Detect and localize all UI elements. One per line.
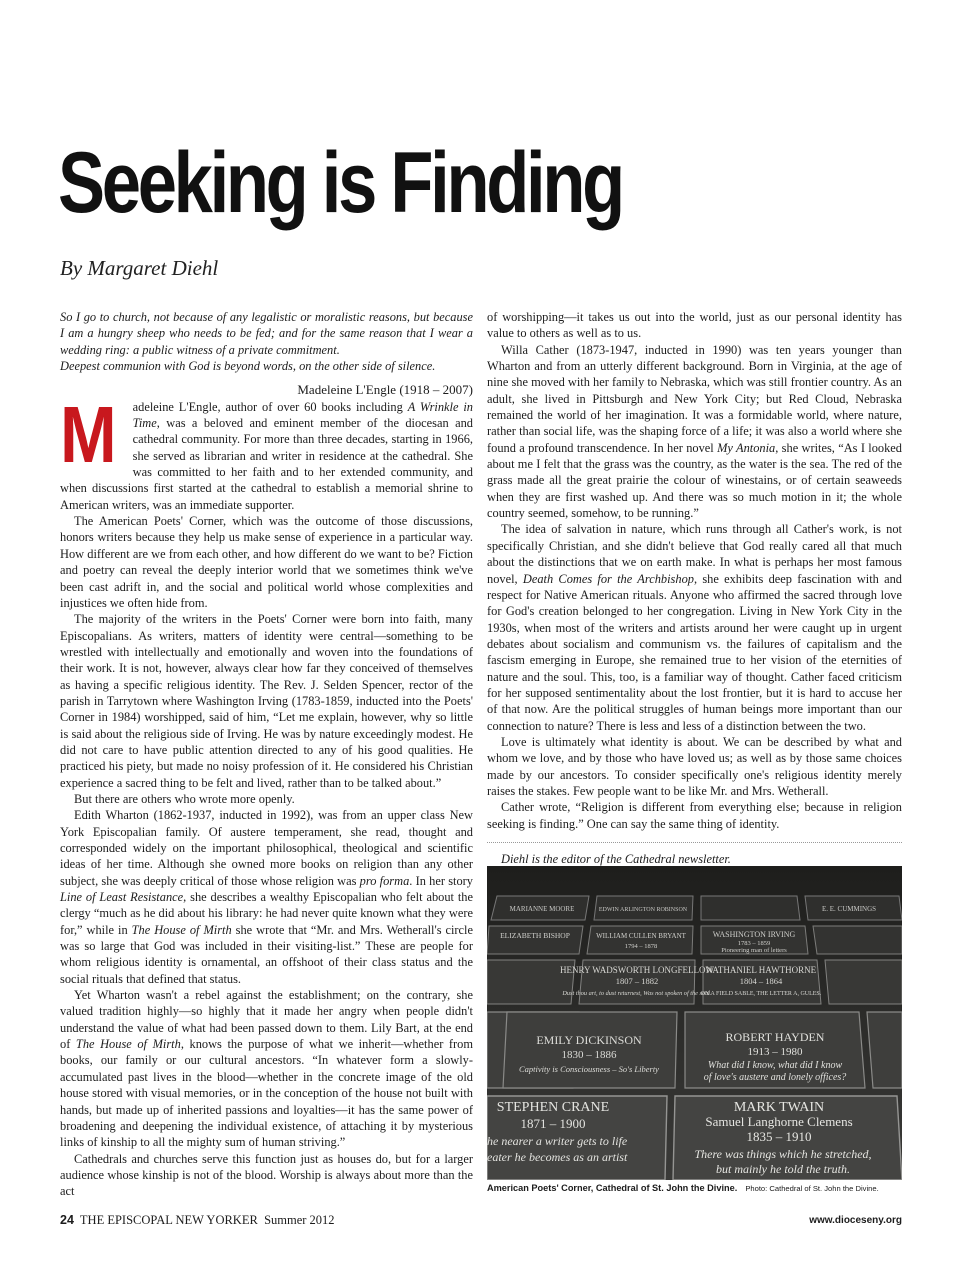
- stone-bryant-dates: 1794 – 1878: [624, 943, 658, 950]
- stone-moore: MARIANNE MOORE: [509, 905, 575, 913]
- stone-hayden: ROBERT HAYDEN: [725, 1030, 825, 1044]
- stone-twain-dates: 1835 – 1910: [746, 1129, 812, 1144]
- paragraph: Cather wrote, “Religion is different from everything else; because in religion seeking is finding.” One can say the same thing of identity.: [487, 800, 902, 831]
- paragraph: Yet Wharton wasn't a rebel against the establishment; on the contrary, she valued tradition highly—so highly that it made her angry when people didn't understand the value of what had been passed down to them. Lily Bart, at the end of The House of Mirth, knows the purpose of what we inherit—whether from books, our family or our cultural ancestors. “In whatever form a slowly-accumulated past lives in the blood—whether in the concrete image of the old house stored with visual memories, or in the conception of the house not built with hands, but made up of inherited passions and loyalties—it has the same power of broadening and deepening the individual existence, of attaching it by mysterious links of kinship to all the mighty sum of human striving.”: [60, 988, 474, 1150]
- divider: [487, 842, 902, 843]
- stone-twain-quote-2: but mainly he told the truth.: [716, 1162, 850, 1176]
- book-title: A Wrinkle in Time: [132, 399, 474, 431]
- stone-irving-quote: Pioneering man of letters: [721, 947, 787, 954]
- article-title: Seeking is Finding: [58, 135, 622, 231]
- stone-longfellow-quote: Dust thou art, to dust returnest, Was not spoken of the soul.: [562, 990, 712, 997]
- epigraph-quote-2: Deepest communion with God is beyond words, on the other side of silence.: [60, 359, 436, 374]
- stone-twain-quote-1: There was things which he stretched,: [694, 1147, 872, 1161]
- right-column: [487, 309, 902, 867]
- story-title: Line of Least Resistance: [60, 890, 184, 905]
- page-number: 24: [60, 1213, 74, 1227]
- issue-date: Summer 2012: [264, 1213, 335, 1227]
- stone-bishop: ELIZABETH BISHOP: [500, 931, 570, 940]
- paragraph: Love is ultimately what identity is about. We can be described by what and whom we love, and by those who have loved us; as well as by those same choices made by our ancestors. To consider specifically one's religious identity merely raises the stakes. Few people want to be like Mr. and Mrs. Wetherall.: [487, 734, 902, 798]
- photo-caption: [487, 1183, 907, 1193]
- paragraph: But there are others who wrote more openly.: [74, 791, 295, 806]
- stone-dickinson-dates: 1830 – 1886: [561, 1049, 617, 1061]
- p1-text-a: adeleine L'Engle, author of over 60 books including: [132, 399, 408, 414]
- paragraph: The majority of the writers in the Poets' Corner were born into faith, many Episcopalians. As writers, matters of identity were central—something to be wrestled with intellectually and emotionally and woven into the foundations of their work. It is not, however, always clear how far they conceived of themselves as having a specific religious identity. The Rev. J. Selden Spencer, rector of the parish in Tarrytown where Washington Irving (1783-1859, inducted into the Poets' Corner in 1984) worshipped, said of him, “Let me explain, however, why so little is said about the religious side of Irving. He was by nature exceedingly modest. He did not care to have public attention directed to any of his good qualities. He practiced his piety, but made no noisy profession of it. He considered his Christian experience a sacred thing to be felt and lived, rather than to be talked about.”: [60, 612, 473, 790]
- book-title: Death Comes for the Archbishop: [522, 571, 694, 586]
- stone-hayden-quote-1: What did I know, what did I know: [707, 1060, 843, 1071]
- stone-twain-full-name: Samuel Langhorne Clemens: [705, 1114, 853, 1129]
- latin-phrase: pro forma: [359, 873, 410, 888]
- stone-longfellow-dates: 1807 – 1882: [615, 976, 659, 986]
- stone-irving: WASHINGTON IRVING: [712, 930, 796, 939]
- drop-cap: M: [60, 389, 117, 479]
- book-title: My Antonia: [717, 440, 776, 455]
- paragraph: The idea of salvation in nature, which runs through all Cather's work, is not specifically Christian, and she didn't believe that God really cared all that much about the distinctions that we on earth make. In what is perhaps her most famous novel, Death Comes for the Archbishop, she exhibits deep fascination with and respect for Native American rituals. Anyone who affirmed the sacred through love for God's creation belonged to her congregation. Living in New York City in the 1930s, when most of the writers and artists around her were caught up in urgent debates about socialism and communism vs. the failures of capitalism and the fascism emerging in Europe, she remained true to her vision of the eternities of nature and the soul. This, too, is a familiar way of thought. Cather faced criticism for her supposed sentimentality about the lost frontier, but it is hard to accuse her of that now. Are the political struggles of human beings more important than our connection to nature? There is less and less of a distinction between the two.: [487, 522, 903, 733]
- stone-crane: STEPHEN CRANE: [496, 1100, 610, 1115]
- poets-corner-photo: [487, 866, 902, 1180]
- byline: By Margaret Diehl: [60, 256, 219, 280]
- epigraph-attribution: Madeleine L'Engle (1918 – 2007): [297, 382, 473, 398]
- paragraph: The American Poets' Corner, which was the outcome of those discussions, honors writers because they help us make sense of experience in a particular way. How different are we from each other, and how different do we want to be? Fiction and poetry can reveal the deeply interior world that we sometimes think we've been cast adrift in, and the social and political world whose complexities and injustices we often hide from.: [60, 514, 473, 610]
- caption-text: American Poets' Corner, Cathedral of St. John the Divine.: [487, 1183, 738, 1193]
- stone-crane-dates: 1871 – 1900: [520, 1116, 586, 1131]
- stone-robinson: EDWIN ARLINGTON ROBINSON: [598, 907, 688, 913]
- photo-credit: Photo: Cathedral of St. John the Divine.: [745, 1184, 879, 1193]
- stone-dickinson: EMILY DICKINSON: [536, 1033, 642, 1047]
- paragraph: Edith Wharton (1862-1937, inducted in 1992), was from an upper class New York Episcopalian family. Of austere temperament, she read, thought and corresponded widely on the important philosophical, theological and scientific ideas of her time. Although she owned more books on religion than any other subject, she was deeply critical of those whose religion was pro forma. In her story Line of Least Resistance, she describes a wealthy Episcopalian who felt about the clergy “much as he did about his library: he had never quite known what they were for,” while in The House of Mirth she wrote that “Mr. and Mrs. Wetherall's circle was so large that God was included in their visiting-list.” These are people for whom religious identity is ornamental, an offshoot of their class status and the social rituals that defined that status.: [60, 808, 473, 986]
- footer-left: [60, 1213, 335, 1228]
- stone-longfellow: HENRY WADSWORTH LONGFELLOW: [560, 965, 714, 975]
- stone-crane-quote-2: eater he becomes as an artist: [487, 1150, 628, 1164]
- p1-text-b: , was a beloved and eminent member of the diocesan and cathedral community. For more than three decades, starting in 1966, she served as librarian and writer in residence at the cathedral. She was committed to her faith and to her extended community, and when discussions first started at the cathedral to establish a memorial shrine to American writers, was an immediate supporter.: [60, 416, 473, 512]
- editor-note: Diehl is the editor of the Cathedral newsletter.: [501, 852, 731, 866]
- stone-hayden-quote-2: of love's austere and lonely offices?: [703, 1072, 847, 1083]
- paragraph: of worshipping—it takes us out into the world, just as our personal identity has value to others as well as to us.: [487, 310, 902, 341]
- stone-cummings: E. E. CUMMINGS: [821, 905, 877, 913]
- left-column: [60, 309, 473, 1200]
- stone-hawthorne-quote: ON A FIELD SABLE, THE LETTER A, GULES.: [700, 991, 822, 997]
- stone-hayden-dates: 1913 – 1980: [747, 1046, 803, 1058]
- stone-hawthorne-dates: 1804 – 1864: [739, 976, 783, 986]
- book-title: The House of Mirth: [75, 1037, 181, 1052]
- stone-irving-dates: 1783 – 1859: [737, 940, 771, 947]
- engraved-stones: [487, 866, 902, 1180]
- website-link[interactable]: www.dioceseny.org: [809, 1215, 902, 1226]
- book-title: The House of Mirth: [131, 922, 232, 937]
- stone-twain: MARK TWAIN: [733, 1100, 825, 1115]
- stone-dickinson-quote: Captivity is Consciousness – So's Liberty: [519, 1064, 659, 1074]
- paragraph: Willa Cather (1873-1947, inducted in 1990) was ten years younger than Wharton and from an utterly different background. Born in Virginia, at the age of nine she moved with her family to Nebraska, which was still frontier country. As an adult, she lived in Pittsburgh and New York City; but Red Cloud, Nebraska remained the world of her imagination. It was a formidable world, where nature, rather than social life, was the shaping force of a life; it was also a world where she found a profound transcendence. In her novel My Antonia, she writes, “As I looked about me I felt that the grass was the country, as the water is the sea. The red of the grass made all the great prairie the colour of winestains, or of certain seaweeds when they are first washed up. And there was so much motion in it; the whole country seemed, somehow, to be running.”: [487, 342, 903, 521]
- stone-hawthorne: NATHANIEL HAWTHORNE: [705, 965, 817, 975]
- paragraph: Cathedrals and churches serve this function just as houses do, but for a larger audience whose kinship is not of the blood. Worship is always about more than the act: [60, 1151, 473, 1199]
- stone-bryant: WILLIAM CULLEN BRYANT: [596, 932, 686, 940]
- publication-name: THE EPISCOPAL NEW YORKER: [79, 1213, 258, 1227]
- stone-crane-quote-1: he nearer a writer gets to life: [487, 1134, 628, 1148]
- epigraph-quote-1: So I go to church, not because of any legalistic or moralistic reasons, but because I am a hungry sheep who needs to be fed; and for the same reason that I wear a wedding ring: a public witness of a private commitment.: [60, 310, 473, 357]
